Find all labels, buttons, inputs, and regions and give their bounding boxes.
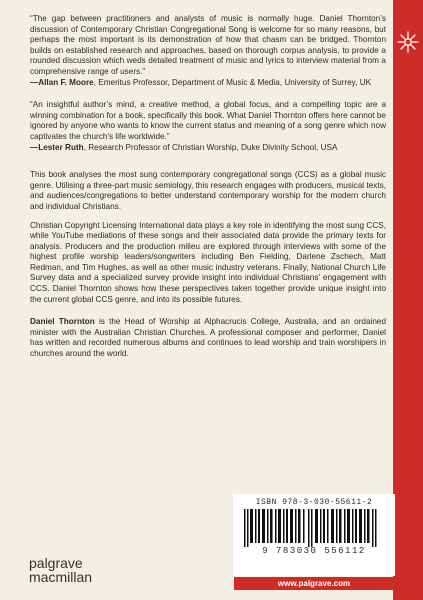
quote-author: —Allan F. Moore <box>30 77 94 87</box>
quote-affiliation: , Emeritus Professor, Department of Music & Media, University of Surrey, UK <box>93 77 372 87</box>
publisher-name-line2: macmillan <box>29 569 93 585</box>
quote-text: “An insightful author’s mind, a creative method, a global focus, and a compelling topic are a winning combination for a book, specifically this book. What Daniel Thornton offers here cannot be ignored by anyone who wants to know the current status and meaning of a song genre which now captivates the church’s life worldwide.” <box>30 100 386 141</box>
publisher-logo <box>29 556 92 584</box>
quote-author: —Lester Ruth <box>30 142 84 152</box>
endorsement-quote <box>30 14 386 88</box>
description-paragraph: This book analyses the most sung contemporary congregational songs (CCS) as a global music genre. Utilising a three-part music semiology, this research engages with producers, musical texts, and audiences/congregations to better understand contemporary worship for the modern church and individual Christians. <box>30 170 386 211</box>
quote-attribution <box>30 78 386 89</box>
book-description <box>30 170 386 360</box>
publisher-url[interactable]: www.palgrave.com <box>234 577 394 590</box>
palgrave-star-icon <box>396 30 420 54</box>
author-name: Daniel Thornton <box>30 317 95 327</box>
description-paragraph: Christian Copyright Licensing International data plays a key role in identifying the most sung CCS, while YouTube mediations of these songs and their associated data provide the primary texts for analysis. Producers and the production milieu are explored through interviews with some of the highest profile worship leaders/songwriters including Ben Fielding, Darlene Zschech, Matt Redman, and Tim Hughes, as well as other music industry veterans. Finally, National Church Life Survey data and a specialized survey provide insight into individual Christians’ engagement with CCS. Daniel Thornton shows how these perspectives taken together provide unique insight into the current global CCS genre, and into its possible futures. <box>30 220 386 304</box>
red-spine-stripe <box>393 0 423 600</box>
publisher-name-line1: palgrave <box>29 555 83 571</box>
quote-attribution <box>30 143 386 154</box>
barcode-block <box>233 494 395 576</box>
author-bio <box>30 317 386 359</box>
barcode-icon <box>244 509 384 547</box>
isbn-label: ISBN 978-3-030-55611-2 <box>255 498 373 507</box>
quote-affiliation: , Research Professor of Christian Worship, Duke Divinity School, USA <box>83 142 338 152</box>
isbn-digits: 9 783030 556112 <box>262 546 366 556</box>
endorsement-quote <box>30 100 386 153</box>
quote-text: “The gap between practitioners and analysts of music is normally huge. Daniel Thornton’s discussion of Contemporary Christian Congregational Song is welcome for so many reasons, but perhaps the most important is its demonstration of how that chasm can be bridged. Thornton builds on established research and approaches, based on thorough corpus analysis, to provide a rounded discussion which weds detailed treatment of music and lyrics to interview material from a comprehensive range of users.” <box>30 14 386 76</box>
cover-text <box>30 14 386 368</box>
author-bio-text: is the Head of Worship at Alphacrucis College, Australia, and an ordained minister with the Australian Christian Churches. A professional composer and performer, Daniel has written and recorded numerous albums and continues to lead worship and train worshipers in churches around the world. <box>30 317 387 359</box>
